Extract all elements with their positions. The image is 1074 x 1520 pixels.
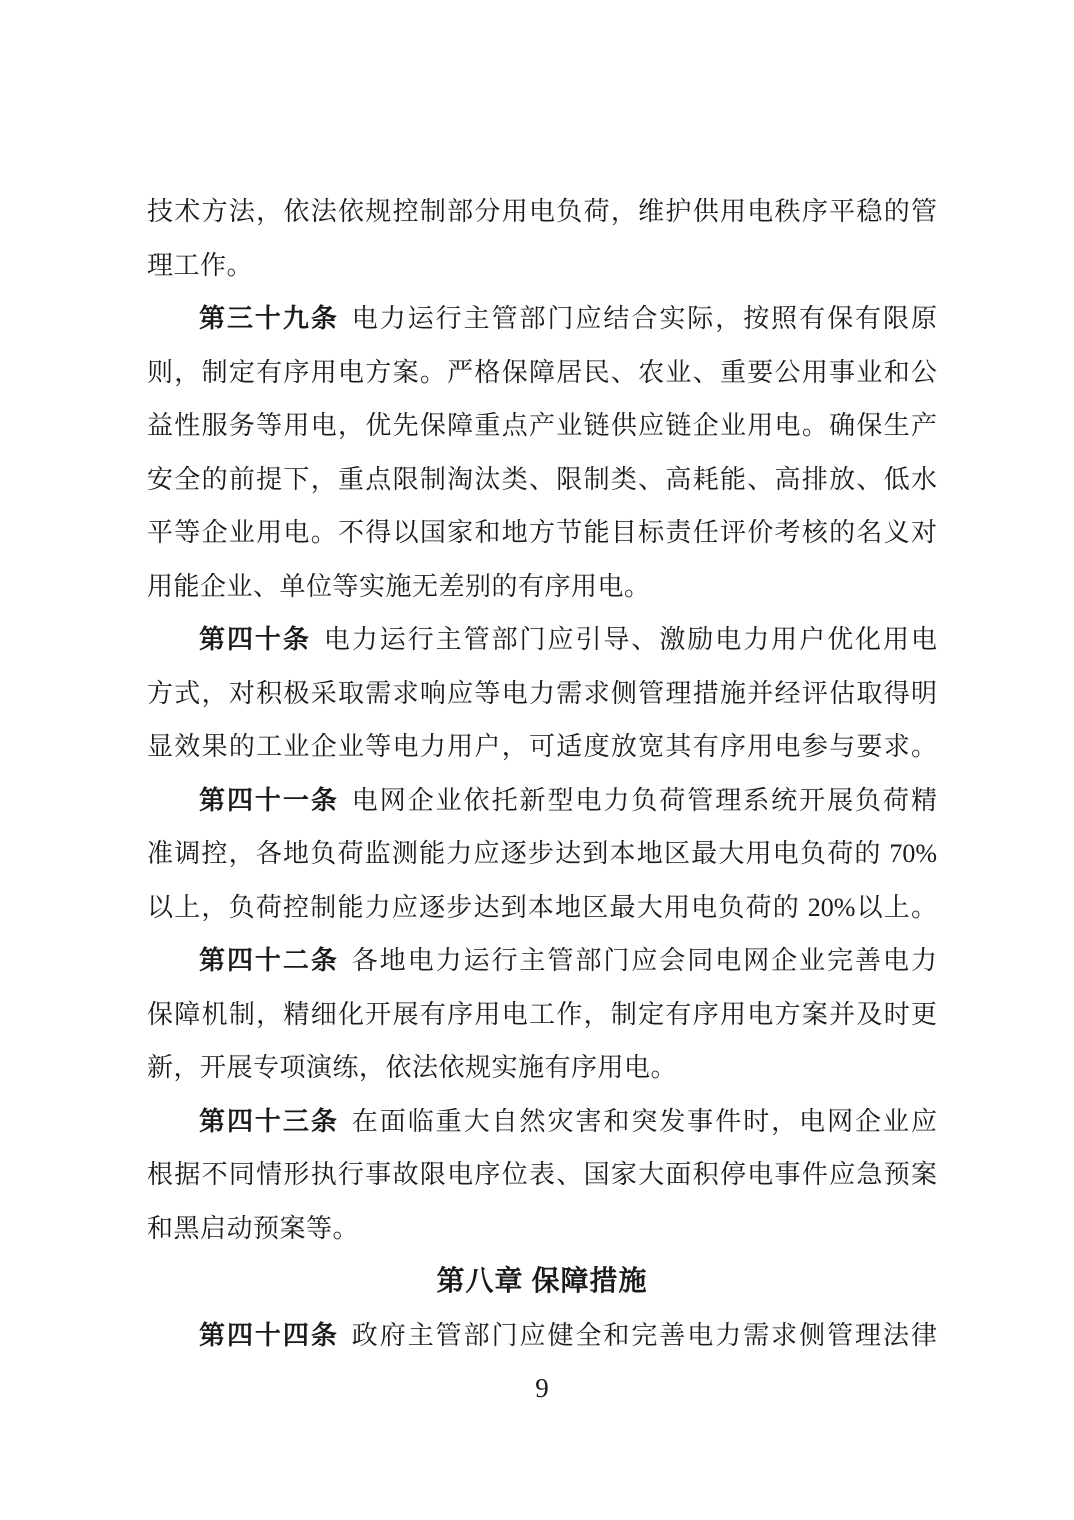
body-line	[147, 1041, 937, 1095]
article-number: 第四十一条	[199, 785, 339, 815]
line-text: 电网企业依托新型电力负荷管理系统开展负荷精	[351, 785, 937, 815]
body-line	[147, 1095, 937, 1149]
line-text: 益性服务等用电，优先保障重点产业链供应链企业用电。确保生产	[147, 411, 937, 440]
body-line	[147, 239, 937, 293]
line-text: 电力运行主管部门应结合实际，按照有保有限原	[351, 304, 937, 333]
body-line	[147, 399, 937, 453]
line-text: 平等企业用电。不得以国家和地方节能目标责任评价考核的名义对	[147, 518, 937, 547]
body-line	[147, 453, 937, 507]
line-text: 根据不同情形执行事故限电序位表、国家大面积停电事件应急预案	[147, 1160, 937, 1189]
article-number: 第三十九条	[199, 304, 339, 333]
line-text: 理工作。	[147, 250, 254, 280]
body-line	[147, 1309, 937, 1363]
body-line	[147, 881, 937, 935]
line-text: 用能企业、单位等实施无差别的有序用电。	[147, 571, 651, 601]
body-line	[147, 667, 937, 721]
line-text: 和黑启动预案等。	[147, 1213, 360, 1243]
article-number: 第四十二条	[199, 946, 339, 975]
chapter-heading: 第八章 保障措施	[436, 1266, 648, 1297]
line-text: 安全的前提下，重点限制淘汰类、限制类、高耗能、高排放、低水	[147, 464, 937, 494]
line-text: 显效果的工业企业等电力用户，可适度放宽其有序用电参与要求。	[147, 732, 937, 761]
article-number: 第四十三条	[199, 1106, 339, 1136]
body-line	[147, 613, 937, 667]
body-line	[147, 292, 937, 346]
text-block	[147, 185, 937, 1416]
article-number: 第四十四条	[199, 1320, 339, 1350]
body-line	[147, 720, 937, 774]
body-line	[147, 934, 937, 988]
line-text: 各地电力运行主管部门应会同电网企业完善电力	[351, 946, 937, 975]
body-line	[147, 1148, 937, 1202]
line-text: 以上，负荷控制能力应逐步达到本地区最大用电负荷的 20%以上。	[147, 892, 937, 922]
body-line	[147, 185, 937, 239]
line-text: 电力运行主管部门应引导、激励电力用户优化用电	[323, 625, 937, 654]
line-text: 在面临重大自然灾害和突发事件时，电网企业应	[351, 1106, 937, 1136]
body-line	[147, 560, 937, 614]
body-line	[147, 988, 937, 1042]
line-text: 方式，对积极采取需求响应等电力需求侧管理措施并经评估取得明	[147, 678, 937, 708]
body-line	[147, 1202, 937, 1256]
line-text: 新，开展专项演练，依法依规实施有序用电。	[147, 1053, 678, 1082]
line-text: 技术方法，依法依规控制部分用电负荷，维护供用电秩序平稳的管	[147, 197, 937, 226]
page-number: 9	[535, 1373, 549, 1403]
line-text: 保障机制，精细化开展有序用电工作，制定有序用电方案并及时更	[147, 999, 937, 1029]
line-text: 则，制定有序用电方案。严格保障居民、农业、重要公用事业和公	[147, 357, 937, 387]
body-line	[147, 346, 937, 400]
body-line	[147, 506, 937, 560]
line-text: 准调控，各地负荷监测能力应逐步达到本地区最大用电负荷的 70%	[147, 839, 937, 868]
body-line	[147, 774, 937, 828]
line-text: 政府主管部门应健全和完善电力需求侧管理法律	[351, 1320, 937, 1350]
body-line	[147, 827, 937, 881]
article-number: 第四十条	[199, 625, 311, 654]
